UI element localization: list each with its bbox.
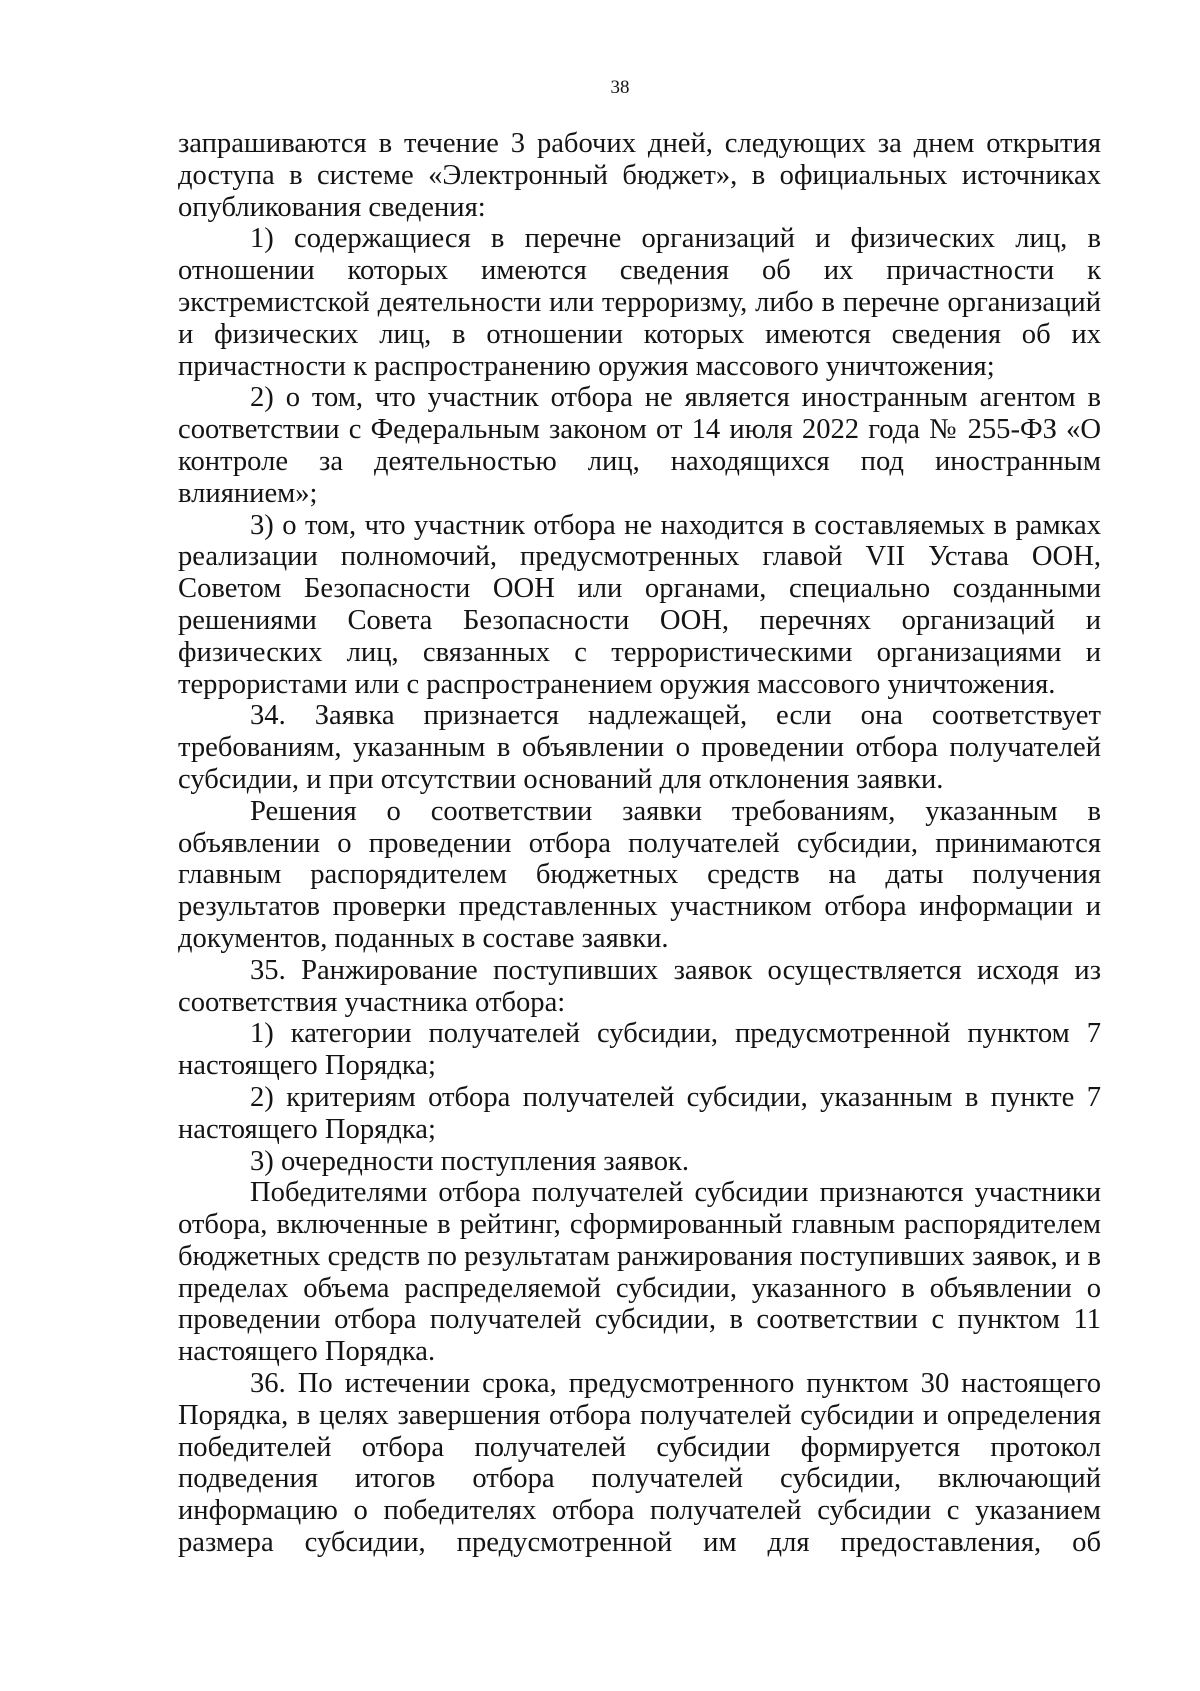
paragraph-clause-35: 35. Ранжирование поступивших заявок осуществляется исходя из соответствия участника отбора: bbox=[178, 954, 1101, 1018]
paragraph-clause-34: 34. Заявка признается надлежащей, если она соответствует требованиям, указанным в объявлении о проведении отбора получателей субсидии, и при отсутствии оснований для отклонения заявки. bbox=[178, 700, 1101, 795]
paragraph-clause-34-decisions: Решения о соответствии заявки требованиям, указанным в объявлении о проведении отбора получателей субсидии, принимаются главным распорядителем бюджетных средств на даты получения результатов проверки представленных участником отбора информации и документов, поданных в составе заявки. bbox=[178, 795, 1101, 954]
paragraph-ranking-item-2: 2) критериям отбора получателей субсидии, указанным в пункте 7 настоящего Порядка; bbox=[178, 1081, 1101, 1145]
paragraph-ranking-item-3: 3) очередности поступления заявок. bbox=[250, 1145, 690, 1177]
paragraph-winners: Победителями отбора получателей субсидии признаются участники отбора, включенные в рейтинг, сформированный главным распорядителем бюджетных средств по результатам ранжирования поступивших заявок, и в пределах объема распределяемой субсидии, указанного в объявлении о проведении отбора получателей субсидии, в соответствии с пунктом 11 настоящего Порядка. bbox=[178, 1177, 1101, 1368]
paragraph-list-item-1-extremism: 1) содержащиеся в перечне организаций и физических лиц, в отношении которых имеются сведения об их причастности к экстремистской деятельности или терроризму, либо в перечне организаций и физических лиц, в отношении которых имеются сведения об их причастности к распространению оружия массового уничтожения; bbox=[178, 223, 1101, 382]
paragraph-list-item-2-foreign-agent: 2) о том, что участник отбора не является иностранным агентом в соответствии с Федеральным законом от 14 июля 2022 года № 255-ФЗ «О контроле за деятельностью лиц, находящихся под иностранным влиянием»; bbox=[178, 382, 1101, 509]
paragraph-ranking-item-1: 1) категории получателей субсидии, предусмотренной пунктом 7 настоящего Порядка; bbox=[178, 1018, 1101, 1082]
paragraph-intro-continuation: запрашиваются в течение 3 рабочих дней, следующих за днем открытия доступа в системе «Электронный бюджет», в официальных источниках опубликования сведения: bbox=[178, 128, 1101, 223]
paragraph-list-item-3-un-lists: 3) о том, что участник отбора не находится в составляемых в рамках реализации полномочий, предусмотренных главой VII Устава ООН, Советом Безопасности ООН или органами, специально созданными решениями Совета Безопасности ООН, перечнях организаций и физических лиц, связанных с террористическими организациями и террористами или с распространением оружия массового уничтожения. bbox=[178, 509, 1101, 700]
document-body bbox=[178, 128, 1101, 1559]
page-number: 38 bbox=[610, 77, 630, 98]
paragraph-clause-36: 36. По истечении срока, предусмотренного пунктом 30 настоящего Порядка, в целях завершения отбора получателей субсидии и определения победителей отбора получателей субсидии формируется протокол подведения итогов отбора получателей субсидии, включающий информацию о победителях отбора получателей субсидии с указанием размера субсидии, предусмотренной им для предоставления, об bbox=[178, 1368, 1101, 1559]
